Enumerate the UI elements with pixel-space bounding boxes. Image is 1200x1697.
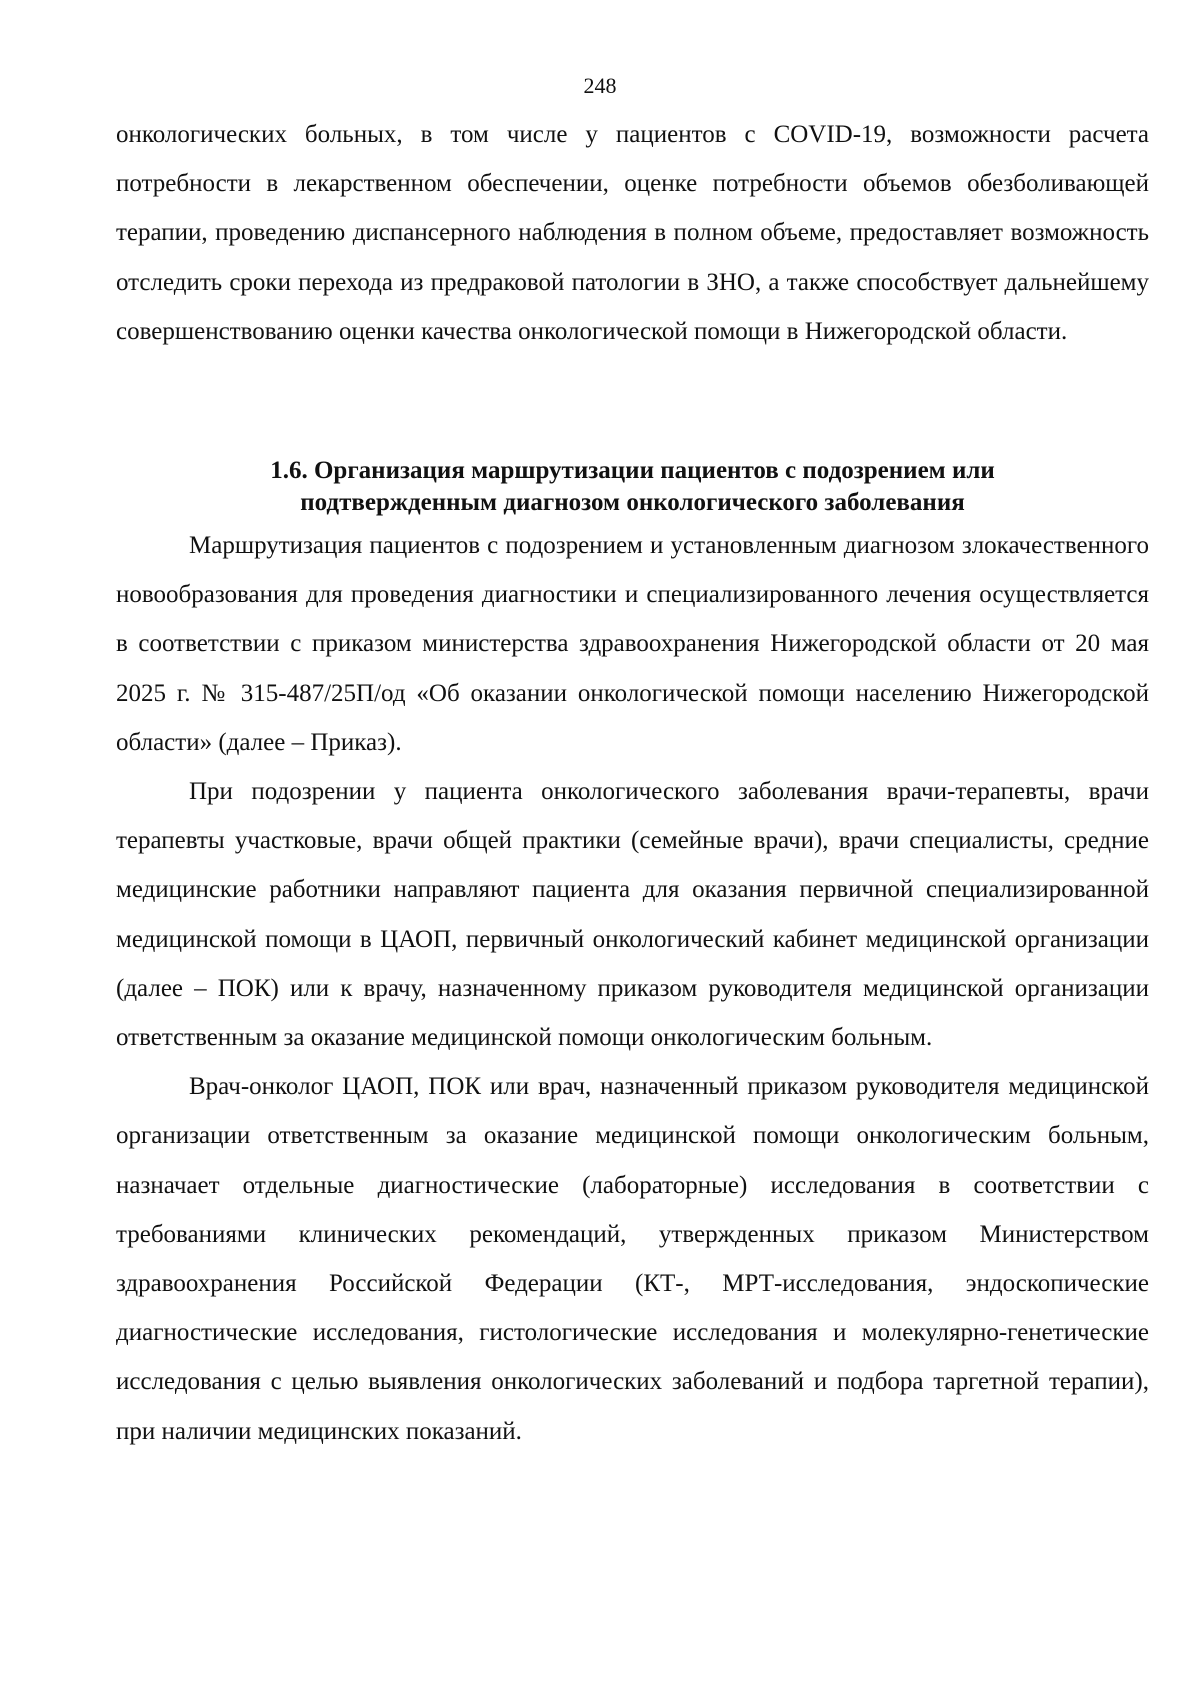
- section-heading-line-1: 1.6. Организация маршрутизации пациентов с подозрением или: [270, 457, 995, 484]
- paragraph-suspicion: При подозрении у пациента онкологического заболевания врачи-терапевты, врачи терапевты участковые, врачи общей практики (семейные врачи), врачи специалисты, средние медицинские работники направляют пациента для оказания первичной специализированной медицинской помощи в ЦАОП, первичный онкологический кабинет медицинской организации (далее – ПОК) или к врачу, назначенному приказом руководителя медицинской организации ответственным за оказание медицинской помощи онкологическим больным.: [116, 778, 1149, 1052]
- intro-text-block: [116, 110, 1149, 356]
- paragraph-oncologist: Врач-онколог ЦАОП, ПОК или врач, назначенный приказом руководителя медицинской организации ответственным за оказание медицинской помощи онкологическим больным, назначает отдельные диагностические (лабораторные) исследования в соответствии с требованиями клинических рекомендаций, утвержденных приказом Министерством здравоохранения Российской Федерации (КТ-, МРТ-исследования, эндоскопические диагностические исследования, гистологические исследования и молекулярно-генетические исследования с целью выявления онкологических заболеваний и подбора таргетной терапии), при наличии медицинских показаний.: [116, 1073, 1149, 1445]
- section-heading: [116, 455, 1149, 519]
- section-heading-line-2: подтвержденным диагнозом онкологического заболевания: [300, 489, 965, 516]
- intro-paragraph: онкологических больных, в том числе у пациентов с COVID-19, возможности расчета потребности в лекарственном обеспечении, оценке потребности объемов обезболивающей терапии, проведению диспансерного наблюдения в полном объеме, предоставляет возможность отследить сроки перехода из предраковой патологии в ЗНО, а также способствует дальнейшему совершенствованию оценки качества онкологической помощи в Нижегородской области.: [116, 121, 1149, 345]
- paragraph-routing: Маршрутизация пациентов с подозрением и установленным диагнозом злокачественного новообразования для проведения диагностики и специализированного лечения осуществляется в соответствии с приказом министерства здравоохранения Нижегородской области от 20 мая 2025 г. № 315-487/25П/од «Об оказании онкологической помощи населению Нижегородской области» (далее – Приказ).: [116, 532, 1149, 756]
- section-body: [116, 521, 1149, 1456]
- page-number: 248: [583, 73, 617, 98]
